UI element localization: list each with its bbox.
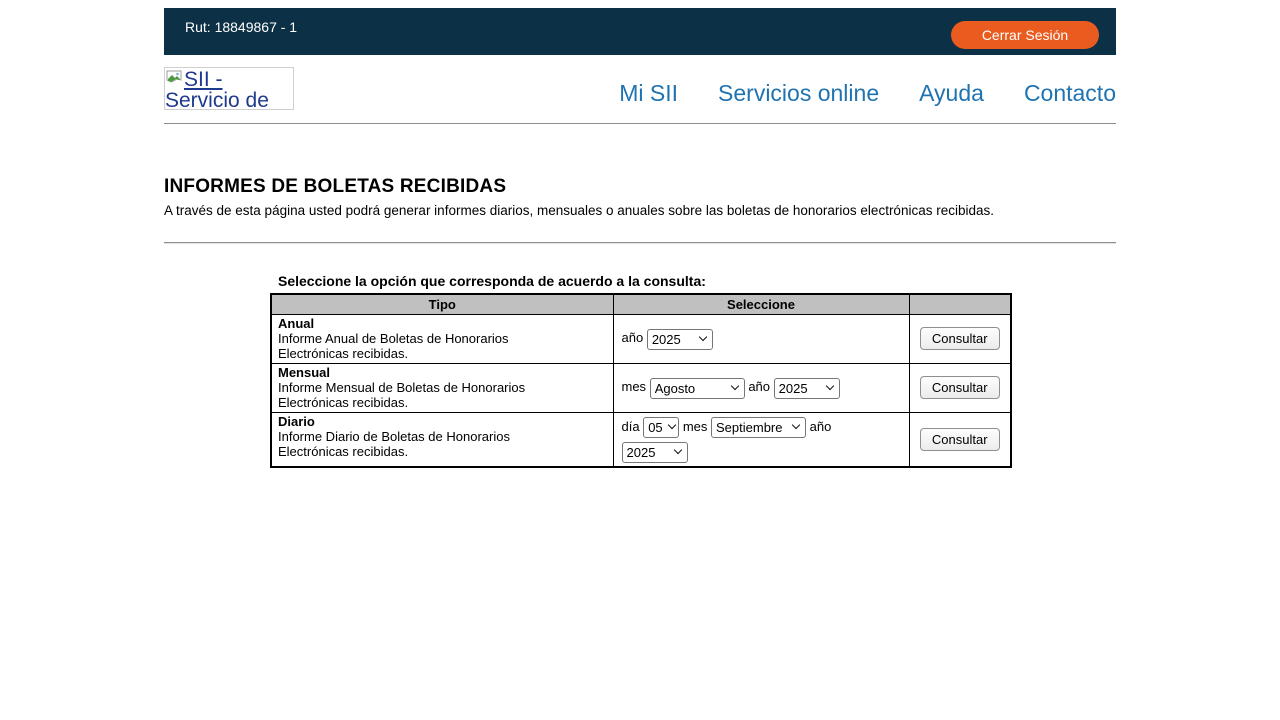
month-select-mensual-wrap — [650, 376, 745, 400]
sii-logo-broken-image — [164, 67, 294, 110]
section-divider — [164, 242, 1116, 244]
header-divider — [164, 123, 1116, 124]
month-label-mensual: mes — [621, 379, 647, 395]
year-label-diario: año — [809, 418, 832, 434]
nav-link-ayuda[interactable]: Ayuda — [919, 80, 984, 106]
row-description-diario: Informe Diario de Boletas de Honorarios Electrónicas recibidas. — [278, 428, 510, 459]
column-header-accion — [909, 294, 1011, 314]
year-label-mensual: año — [748, 379, 771, 395]
table-row-anual — [271, 314, 1011, 363]
consultar-button-mensual[interactable]: Consultar — [920, 376, 1000, 399]
row-description-anual: Informe Anual de Boletas de Honorarios Electrónicas recibidas. — [278, 330, 509, 361]
day-select-diario-wrap — [643, 415, 679, 439]
consultar-button-diario[interactable]: Consultar — [920, 428, 1000, 451]
table-row-mensual — [271, 363, 1011, 412]
row-type-diario: Diario — [278, 413, 315, 429]
session-topbar — [164, 8, 1116, 55]
day-select-diario[interactable] — [643, 417, 679, 438]
year-select-mensual[interactable] — [774, 378, 840, 399]
page-description: A través de esta página usted podrá generar informes diarios, mensuales o anuales sobre las boletas de honorarios electrónicas recibidas. — [164, 203, 994, 218]
month-select-mensual[interactable] — [650, 378, 745, 399]
row-description-mensual: Informe Mensual de Boletas de Honorarios Electrónicas recibidas. — [278, 379, 526, 410]
page-title: INFORMES DE BOLETAS RECIBIDAS — [164, 176, 507, 197]
month-select-diario[interactable] — [711, 417, 806, 438]
column-header-seleccione: Seleccione — [613, 294, 909, 314]
logout-button[interactable]: Cerrar Sesión — [951, 21, 1099, 49]
nav-link-mi-sii[interactable]: Mi SII — [619, 80, 679, 106]
broken-image-icon — [166, 69, 182, 90]
year-label-anual: año — [621, 330, 644, 346]
month-select-diario-wrap — [711, 415, 806, 439]
row-type-mensual: Mensual — [278, 364, 331, 380]
site-header — [164, 67, 1116, 110]
column-header-tipo: Tipo — [271, 294, 613, 314]
main-nav — [619, 80, 1116, 107]
day-label-diario: día — [621, 418, 640, 434]
page-container — [164, 8, 1116, 468]
consultar-button-anual[interactable]: Consultar — [920, 327, 1000, 350]
sii-logo-link[interactable] — [164, 67, 294, 110]
nav-link-servicios-online[interactable]: Servicios online — [718, 80, 880, 106]
year-select-mensual-wrap — [774, 376, 840, 400]
year-select-diario[interactable] — [622, 442, 688, 463]
report-options-table — [270, 293, 1012, 468]
year-select-anual-wrap — [647, 327, 713, 351]
year-select-anual[interactable] — [647, 329, 713, 350]
logo-alt-text: SII - Servicio de — [165, 68, 269, 110]
month-label-diario: mes — [682, 418, 708, 434]
rut-text: Rut: 18849867 - 1 — [185, 19, 298, 35]
table-row-diario — [271, 412, 1011, 467]
row-type-anual: Anual — [278, 315, 315, 331]
nav-link-contacto[interactable]: Contacto — [1023, 80, 1116, 106]
table-header-row — [271, 294, 1011, 314]
year-select-diario-wrap — [622, 440, 688, 464]
selection-prompt: Seleccione la opción que corresponda de acuerdo a la consulta: — [278, 273, 706, 289]
